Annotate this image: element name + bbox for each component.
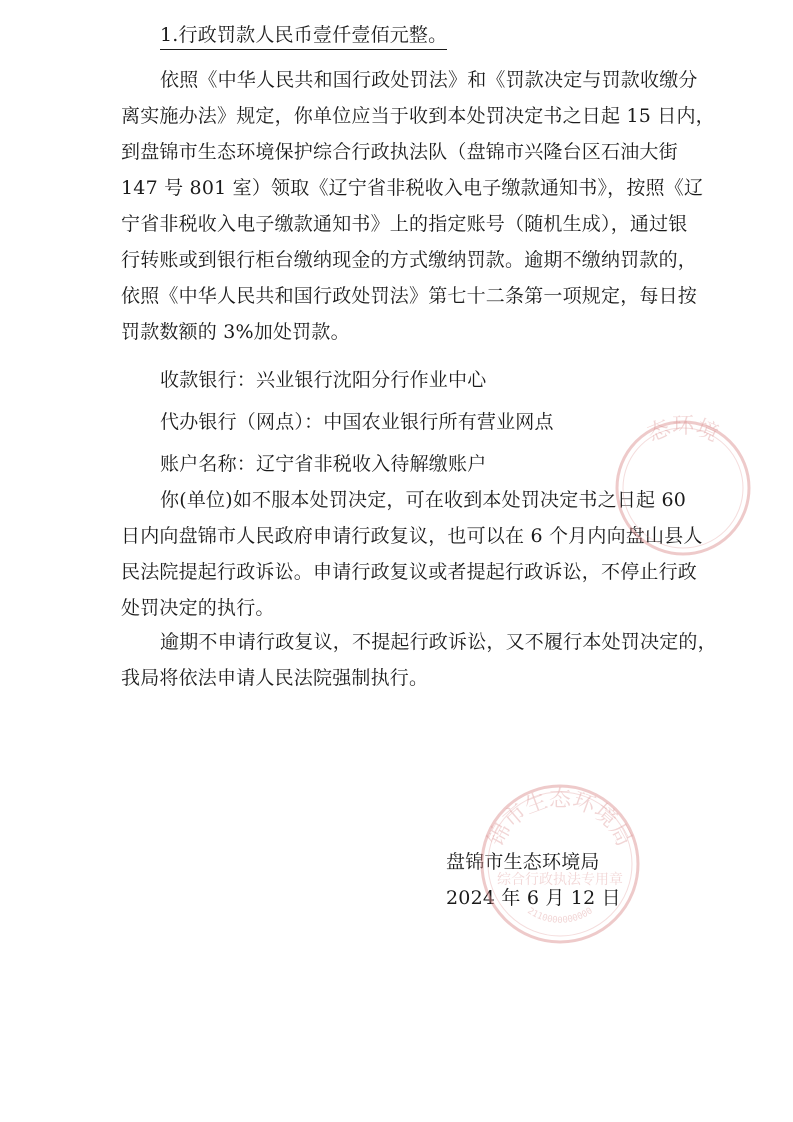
- payment-paragraph-line-5: 宁省非税收入电子缴款通知书》上的指定账号（随机生成），通过银: [121, 213, 688, 235]
- payment-paragraph-line-6: 行转账或到银行柜台缴纳现金的方式缴纳罚款。逾期不缴纳罚款的，: [121, 249, 698, 271]
- issuing-authority: 盘锦市生态环境局: [446, 851, 600, 873]
- payment-paragraph-line-3: 到盘锦市生态环境保护综合行政执法队（盘锦市兴隆台区石油大街: [121, 141, 678, 163]
- review-paragraph-line-2: 日内向盘锦市人民政府申请行政复议，也可以在 6 个月内向盘山县人: [121, 525, 703, 547]
- payment-paragraph-line-7: 依照《中华人民共和国行政处罚法》第七十二条第一项规定，每日按: [121, 285, 698, 307]
- review-paragraph-line-4: 处罚决定的执行。: [121, 597, 275, 619]
- issue-date: 2024 年 6 月 12 日: [446, 887, 621, 909]
- svg-text:锦市生态环境局: 锦市生态环境局: [483, 787, 637, 851]
- enforcement-paragraph-line-2: 我局将依法申请人民法院强制执行。: [121, 667, 429, 689]
- penalty-item-1: 1.行政罚款人民币壹仟壹佰元整。: [160, 22, 447, 50]
- svg-text:2110000000000: 2110000000000: [525, 906, 595, 926]
- account-name: 账户名称：辽宁省非税收入待解缴账户: [160, 453, 487, 475]
- svg-text:综合行政执法专用章: 综合行政执法专用章: [497, 872, 623, 888]
- svg-text:态环境: 态环境: [644, 414, 722, 448]
- receiving-bank: 收款银行：兴业银行沈阳分行作业中心: [160, 369, 487, 391]
- enforcement-paragraph-line-1: 逾期不申请行政复议，不提起行政诉讼，又不履行本处罚决定的，: [160, 631, 717, 653]
- payment-paragraph-line-4: 147 号 801 室）领取《辽宁省非税收入电子缴款通知书》，按照《辽: [121, 177, 704, 199]
- agent-bank: 代办银行（网点）：中国农业银行所有营业网点: [160, 411, 554, 433]
- review-paragraph-line-3: 民法院提起行政诉讼。申请行政复议或者提起行政诉讼，不停止行政: [121, 561, 698, 583]
- payment-paragraph-line-1: 依照《中华人民共和国行政处罚法》和《罚款决定与罚款收缴分: [160, 69, 698, 91]
- payment-paragraph-line-2: 离实施办法》规定，你单位应当于收到本处罚决定书之日起 15 日内，: [121, 105, 715, 127]
- payment-paragraph-line-8: 罚款数额的 3%加处罚款。: [121, 321, 350, 343]
- review-paragraph-line-1: 你(单位)如不服本处罚决定，可在收到本处罚决定书之日起 60: [160, 489, 687, 511]
